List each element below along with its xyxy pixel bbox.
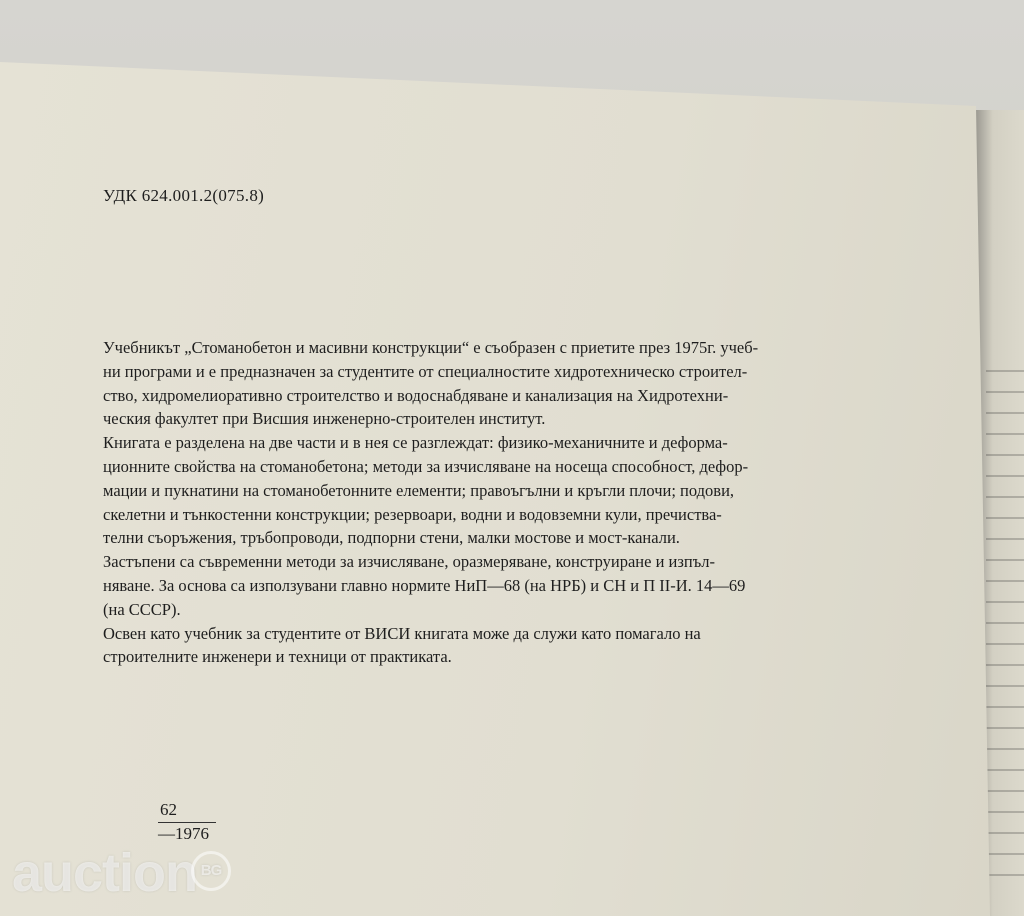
text-line: Книгата е разделена на две части и в нея се разглеждат: физико-механичните и деформа- (103, 433, 728, 453)
text-line: Учебникът „Стоманобетон и масивни конструкции“ е съобразен с приетите през 1975г. учеб- (103, 338, 759, 357)
text-line: ционните свойства на стоманобетона; методи за изчисляване на носеща способност, дефор- (103, 456, 749, 476)
text-line: (на СССР). (103, 599, 181, 619)
text-line: ни програми и е предназначен за студентите от специалностите хидротехническо строител- (103, 361, 748, 381)
fraction-denominator: —1976 (158, 824, 209, 843)
text-line: скелетни и тънкостенни конструкции; резервоари, водни и водовземни кули, пречиства- (103, 504, 722, 524)
watermark-logo (12, 842, 231, 904)
text-line: ство, хидромелиоративно строителство и водоснабдяване и канализация на Хидротехни- (103, 385, 729, 405)
publication-fraction (158, 800, 216, 844)
text-line: Освен като учебник за студентите от ВИСИ книгата може да служи като помагало на (103, 623, 701, 643)
fraction-numerator: 62 (160, 800, 177, 819)
adjacent-page-text (986, 370, 1024, 890)
text-line: строителните инженери и техници от практиката. (103, 647, 452, 667)
text-line: Застъпени са съвременни методи за изчисляване, оразмеряване, конструиране и изпъл- (103, 552, 715, 572)
text-line: телни съоръжения, тръбопроводи, подпорни стени, малки мостове и мост-канали. (103, 528, 680, 548)
text-line: няване. За основа са използувани главно нормите НиП—68 (на НРБ) и СН и П II-И. 14—69 (103, 575, 746, 595)
udk-code: УДК 624.001.2(075.8) (103, 186, 265, 205)
watermark-badge: BG (191, 851, 231, 891)
text-line: ческия факултет при Висшия инженерно-строителен институт. (103, 409, 546, 429)
fraction-bar (158, 822, 216, 823)
watermark-text: auction (12, 843, 198, 903)
text-line: мации и пукнатини на стоманобетонните елементи; правоъгълни и кръгли плочи; подови, (103, 480, 735, 500)
page-body (103, 336, 938, 669)
